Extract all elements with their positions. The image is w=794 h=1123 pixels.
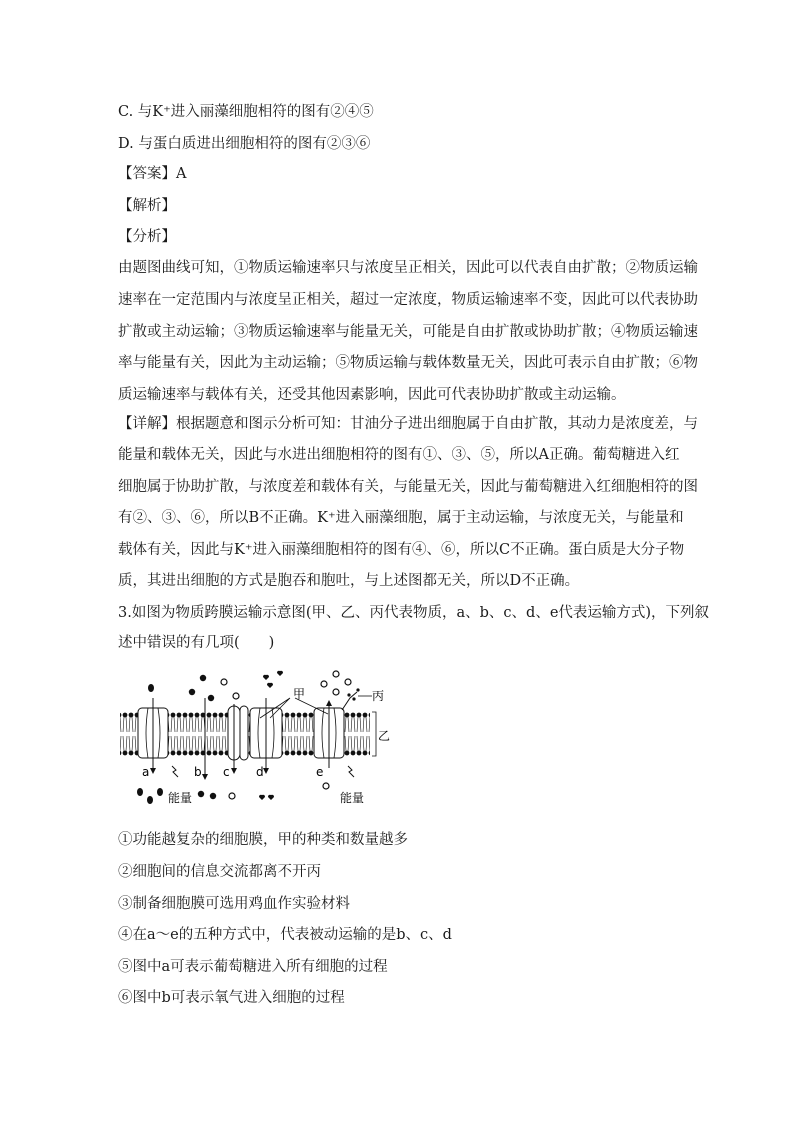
glycoprotein-bing	[342, 688, 372, 710]
statement-4: ④在a～e的五种方式中，代表被动运输的是b、c、d	[118, 927, 452, 943]
option-c: C. 与K⁺进入丽藻细胞相符的图有②④⑤	[118, 104, 374, 120]
statement-2: ②细胞间的信息交流都离不开丙	[118, 864, 321, 880]
fenxi-line: 速率在一定范围内与浓度呈正相关，超过一定浓度，物质运输速率不变，因此可以代表协助	[118, 292, 698, 308]
membrane-transport-figure	[110, 668, 400, 818]
label-e: e	[316, 765, 324, 779]
detail-line: 质，其进出细胞的方式是胞吞和胞吐，与上述图都无关，所以D不正确。	[118, 573, 580, 589]
channel-protein-c	[228, 706, 248, 760]
fenxi-heading: 【分析】	[118, 229, 176, 245]
statement-6: ⑥图中b可表示氧气进入细胞的过程	[118, 990, 345, 1006]
fenxi-line: 扩散或主动运输；③物质运输速率与能量无关，可能是自由扩散或协助扩散；④物质运输速	[118, 324, 698, 340]
label-a: a	[142, 765, 150, 779]
analysis-heading: 【解析】	[118, 198, 176, 214]
option-d: D. 与蛋白质进出细胞相符的图有②③⑥	[118, 136, 371, 152]
detail-line: 能量和载体无关，因此与水进出细胞相符的图有①、③、⑤，所以A正确。葡萄糖进入红	[118, 447, 680, 463]
statement-1: ①功能越复杂的细胞膜，甲的种类和数量越多	[118, 832, 408, 848]
label-yi: 乙	[378, 729, 391, 743]
detail-line: 细胞属于协助扩散，与浓度差和载体有关，与能量无关，因此与葡萄糖进入红细胞相符的图	[118, 479, 698, 495]
detail-line: 有②、③、⑥，所以B不正确。K⁺进入丽藻细胞，属于主动运输，与浓度无关，与能量和	[118, 510, 684, 526]
statement-5: ⑤图中a可表示葡萄糖进入所有细胞的过程	[118, 959, 388, 975]
fenxi-line: 由题图曲线可知，①物质运输速率只与浓度呈正相关，因此可以代表自由扩散；②物质运输	[118, 260, 698, 276]
fenxi-line: 率与能量有关，因此为主动运输；⑤物质运输与载体数量无关，因此可表示自由扩散；⑥物	[118, 355, 698, 371]
question-3-line: 3.如图为物质跨膜运输示意图(甲、乙、丙代表物质，a、b、c、d、e代表运输方式)，下列叙	[118, 605, 710, 621]
label-bing: 丙	[372, 689, 385, 703]
statement-3: ③制备细胞膜可选用鸡血作实验材料	[118, 896, 350, 912]
label-energy-left: 能量	[168, 791, 193, 805]
label-c: c	[223, 765, 230, 779]
label-energy-right: 能量	[340, 791, 365, 805]
detail-line: 【详解】根据题意和图示分析可知：甘油分子进出细胞属于自由扩散，其动力是浓度差，与	[118, 416, 698, 432]
label-d: d	[256, 765, 264, 779]
question-3-line: 述中错误的有几项( )	[118, 635, 275, 651]
label-b: b	[194, 765, 202, 779]
detail-line: 载体有关，因此与K⁺进入丽藻细胞相符的图有④、⑥，所以C不正确。蛋白质是大分子物	[118, 542, 685, 558]
answer: 【答案】A	[118, 166, 187, 182]
fenxi-line: 质运输速率与载体有关，还受其他因素影响，因此可代表协助扩散或主动运输。	[118, 387, 626, 403]
label-jia: 甲	[293, 687, 306, 701]
